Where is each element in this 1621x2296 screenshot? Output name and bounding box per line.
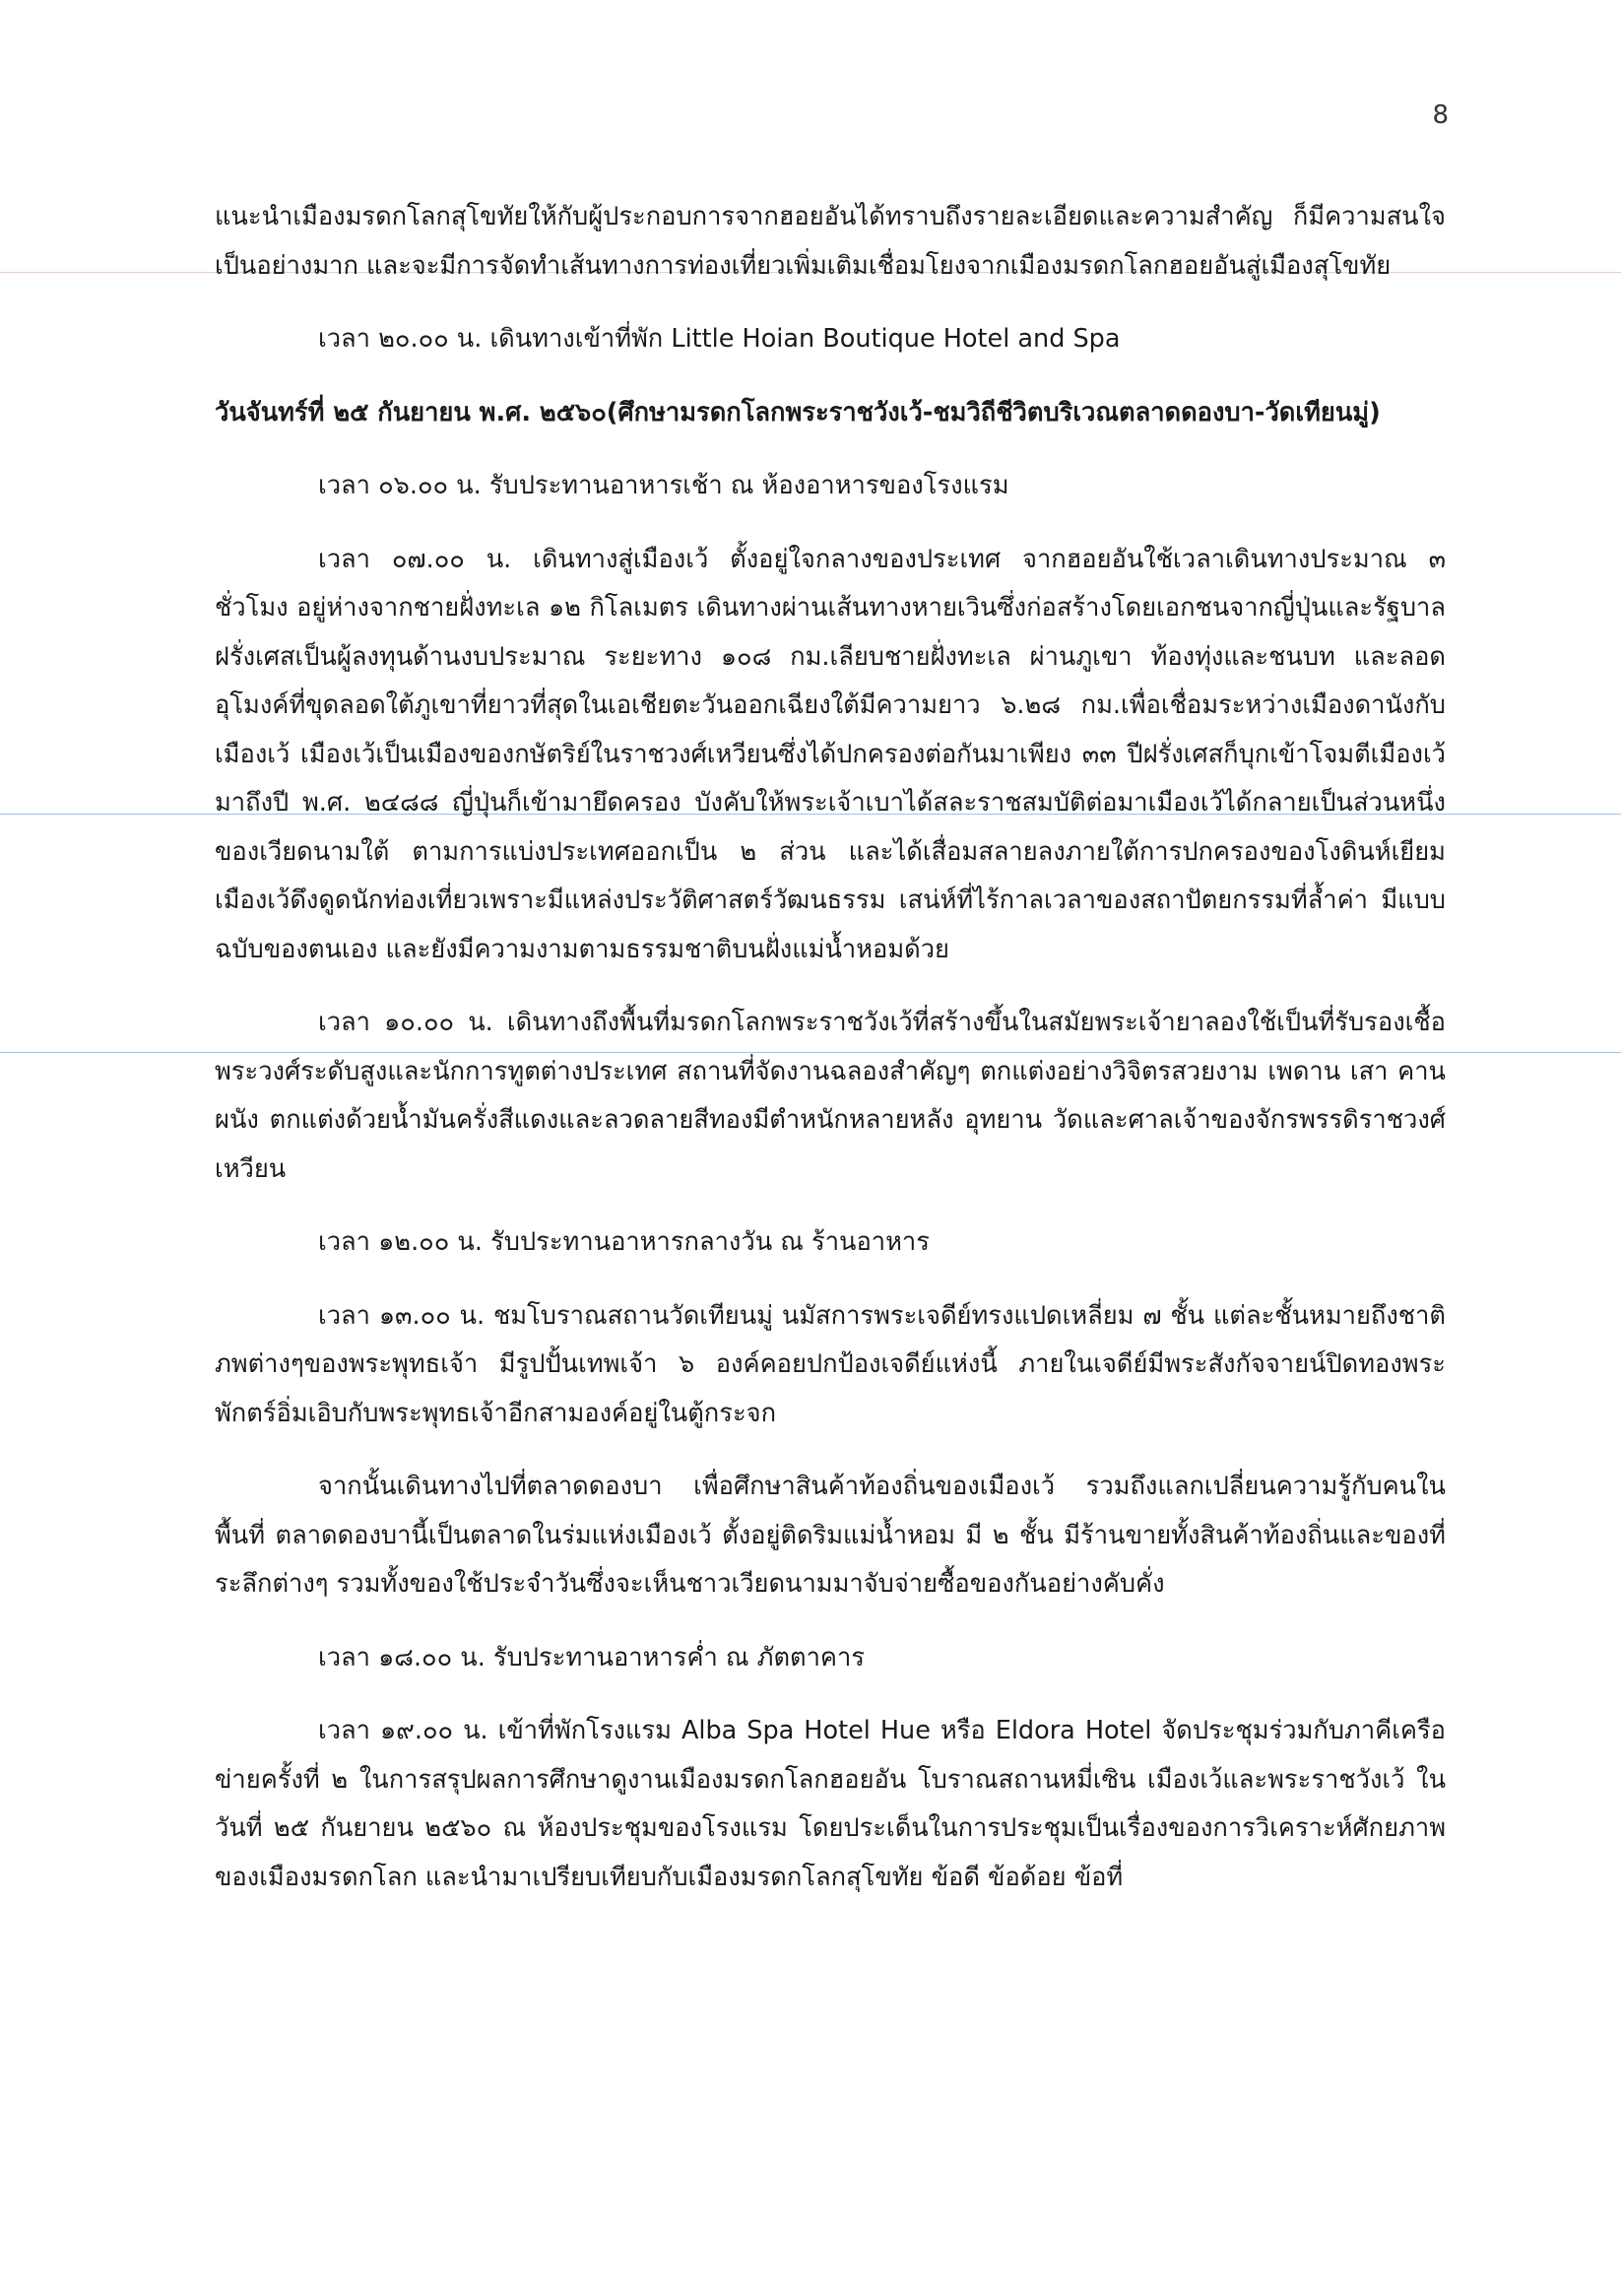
schedule-1900-meeting: เวลา ๑๙.๐๐ น. เข้าที่พักโรงแรม Alba Spa Hotel Hue หรือ Eldora Hotel จัดประชุมร่วมกับภาคีเครือข่ายครั้งที่ ๒ ในการสรุปผลการศึกษาดูงานเมืองมรดกโลกฮอยอัน โบราณสถานหมี่เซิน เมืองเว้และพระราชวังเว้ ในวันที่ ๒๕ กันยายน ๒๕๖๐ ณ ห้องประชุมของโรงแรม โดยประเด็นในการประชุมเป็นเรื่องของการวิเคราะห์ศักยภาพของเมืองมรดกโลก และนำมาเปรียบเทียบกับเมืองมรดกโลกสุโขทัย ข้อดี ข้อด้อย ข้อที่ bbox=[215, 1716, 1446, 1892]
schedule-1300-temple: เวลา ๑๓.๐๐ น. ชมโบราณสถานวัดเทียนมู่ นมัสการพระเจดีย์ทรงแปดเหลี่ยม ๗ ชั้น แต่ละชั้นหมายถึงชาติภพต่างๆของพระพุทธเจ้า มีรูปปั้นเทพเจ้า ๖ องค์คอยปกป้องเจดีย์แห่งนี้ ภายในเจดีย์มีพระสังกัจจายน์ปิดทองพระพักตร์อิ่มเอิบกับพระพุทธเจ้าอีกสามองค์อยู่ในตู้กระจก bbox=[215, 1300, 1446, 1428]
document-body bbox=[215, 193, 1446, 1927]
intro-paragraph: แนะนำเมืองมรดกโลกสุโขทัยให้กับผู้ประกอบการจากฮอยอันได้ทราบถึงรายละเอียดและความสำคัญ ก็มีความสนใจเป็นอย่างมาก และจะมีการจัดทำเส้นทางการท่องเที่ยวเพิ่มเติมเชื่อมโยงจากเมืองมรดกโลกฮอยอันสู่เมืองสุโขทัย bbox=[215, 202, 1446, 281]
market-visit-paragraph: จากนั้นเดินทางไปที่ตลาดดองบา เพื่อศึกษาสินค้าท้องถิ่นของเมืองเว้ รวมถึงแลกเปลี่ยนความรู้กับคนในพื้นที่ ตลาดดองบานี้เป็นตลาดในร่มแห่งเมืองเว้ ตั้งอยู่ติดริมแม่น้ำหอม มี ๒ ชั้น มีร้านขายทั้งสินค้าท้องถิ่นและของที่ระลึกต่างๆ รวมทั้งของใช้ประจำวันซึ่งจะเห็นชาวเวียดนามมาจับจ่ายซื้อของกันอย่างคับคั่ง bbox=[215, 1472, 1446, 1599]
schedule-2000-checkin: เวลา ๒๐.๐๐ น. เดินทางเข้าที่พัก Little Hoian Boutique Hotel and Spa bbox=[318, 324, 1121, 354]
schedule-1200-lunch: เวลา ๑๒.๐๐ น. รับประทานอาหารกลางวัน ณ ร้านอาหาร bbox=[318, 1227, 930, 1257]
day-heading: วันจันทร์ที่ ๒๕ กันยายน พ.ศ. ๒๕๖๐(ศึกษามรดกโลกพระราชวังเว้-ชมวิถีชีวิตบริเวณตลาดดองบา-วัดเทียนมู่) bbox=[215, 397, 1381, 427]
schedule-0700-travel-hue: เวลา ๐๗.๐๐ น. เดินทางสู่เมืองเว้ ตั้งอยู่ใจกลางของประเทศ จากฮอยอันใช้เวลาเดินทางประมาณ ๓ ชั่วโมง อยู่ห่างจากชายฝั่งทะเล ๑๒ กิโลเมตร เดินทางผ่านเส้นทางหายเวินซึ่งก่อสร้างโดยเอกชนจากญี่ปุ่นและรัฐบาลฝรั่งเศสเป็นผู้ลงทุนด้านงบประมาณ ระยะทาง ๑๐๘ กม.เลียบชายฝั่งทะเล ผ่านภูเขา ท้องทุ่งและชนบท และลอดอุโมงค์ที่ขุดลอดใต้ภูเขาที่ยาวที่สุดในเอเชียตะวันออกเฉียงใต้มีความยาว ๖.๒๘ กม.เพื่อเชื่อมระหว่างเมืองดานังกับเมืองเว้ เมืองเว้เป็นเมืองของกษัตริย์ในราชวงศ์เหวียนซึ่งได้ปกครองต่อกันมาเพียง ๓๓ ปีฝรั่งเศสก็บุกเข้าโจมตีเมืองเว้ มาถึงปี พ.ศ. ๒๔๘๘ ญี่ปุ่นก็เข้ามายึดครอง บังคับให้พระเจ้าเบาได้สละราชสมบัติต่อมาเมืองเว้ได้กลายเป็นส่วนหนึ่งของเวียดนามใต้ ตามการแบ่งประเทศออกเป็น ๒ ส่วน และได้เสื่อมสลายลงภายใต้การปกครองของโงดินห์เยียม เมืองเว้ดึงดูดนักท่องเที่ยวเพราะมีแหล่งประวัติศาสตร์วัฒนธรรม เสน่ห์ที่ไร้กาลเวลาของสถาปัตยกรรมที่ล้ำค่า มีแบบฉบับของตนเอง และยังมีความงามตามธรรมชาติบนฝั่งแม่น้ำหอมด้วย bbox=[215, 544, 1446, 964]
schedule-1000-palace: เวลา ๑๐.๐๐ น. เดินทางถึงพื้นที่มรดกโลกพระราชวังเว้ที่สร้างขึ้นในสมัยพระเจ้ายาลองใช้เป็นที่รับรองเชื้อพระวงศ์ระดับสูงและนักการทูตต่างประเทศ สถานที่จัดงานฉลองสำคัญๆ ตกแต่งอย่างวิจิตรสวยงาม เพดาน เสา คาน ผนัง ตกแต่งด้วยน้ำมันครั่งสีแดงและลวดลายสีทองมีตำหนักหลายหลัง อุทยาน วัดและศาลเจ้าของจักรพรรดิราชวงศ์เหวียน bbox=[215, 1008, 1446, 1184]
page-number: 8 bbox=[1432, 100, 1449, 130]
schedule-0600-breakfast: เวลา ๐๖.๐๐ น. รับประทานอาหารเช้า ณ ห้องอาหารของโรงแรม bbox=[318, 471, 1009, 500]
schedule-1800-dinner: เวลา ๑๘.๐๐ น. รับประทานอาหารค่ำ ณ ภัตตาคาร bbox=[318, 1642, 865, 1673]
